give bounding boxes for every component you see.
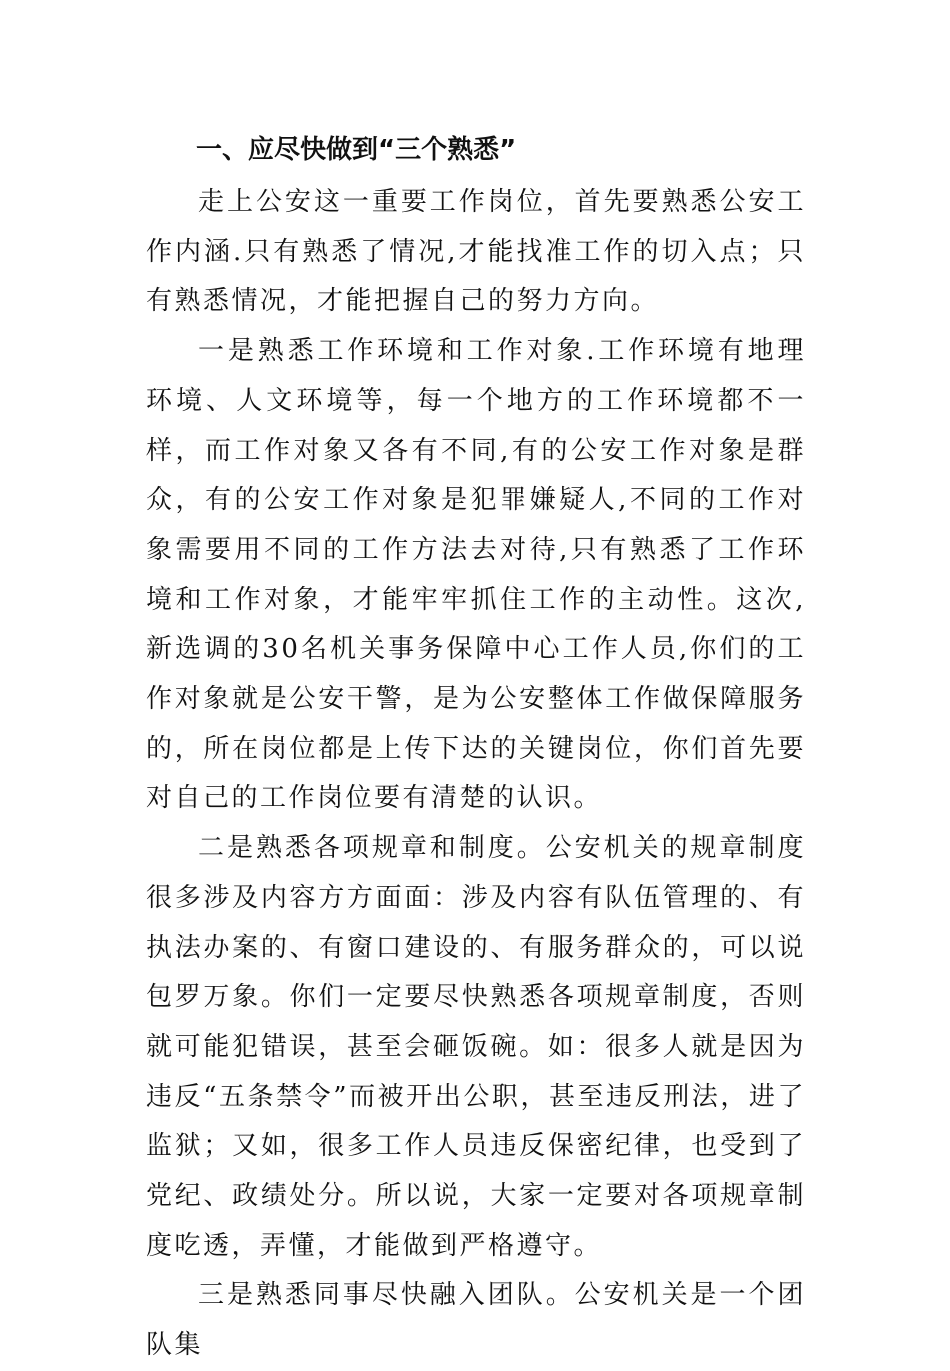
section-heading: 一、应尽快做到“三个熟悉” (196, 135, 517, 165)
body-text (146, 178, 806, 1371)
paragraph-point-two: 二是熟悉各项规章和制度。公安机关的规章制度很多涉及内容方方面面：涉及内容有队伍管理的、有执法办案的、有窗口建设的、有服务群众的，可以说包罗万象。你们一定要尽快熟悉各项规章制度，否则就可能犯错误，甚至会砸饭碗。如：很多人就是因为违反“五条禁令”而被开出公职，甚至违反刑法，进了监狱；又如，很多工作人员违反保密纪律，也受到了党纪、政绩处分。所以说，大家一定要对各项规章制度吃透，弄懂，才能做到严格遵守。 (146, 833, 806, 1261)
paragraph-point-one: 一是熟悉工作环境和工作对象.工作环境有地理环境、人文环境等，每一个地方的工作环境都不一样，而工作对象又各有不同,有的公安工作对象是群众，有的公安工作对象是犯罪嫌疑人,不同的工作对象需要用不同的工作方法去对待,只有熟悉了工作环境和工作对象，才能牢牢抓住工作的主动性。这次,新选调的30名机关事务保障中心工作人员,你们的工作对象就是公安干警，是为公安整体工作做保障服务的，所在岗位都是上传下达的关键岗位，你们首先要对自己的工作岗位要有清楚的认识。 (146, 336, 806, 814)
paragraph-intro: 走上公安这一重要工作岗位，首先要熟悉公安工作内涵.只有熟悉了情况,才能找准工作的切入点；只有熟悉情况，才能把握自己的努力方向。 (146, 187, 806, 317)
paragraph-point-three: 三是熟悉同事尽快融入团队。公安机关是一个团队集 (146, 1280, 806, 1361)
